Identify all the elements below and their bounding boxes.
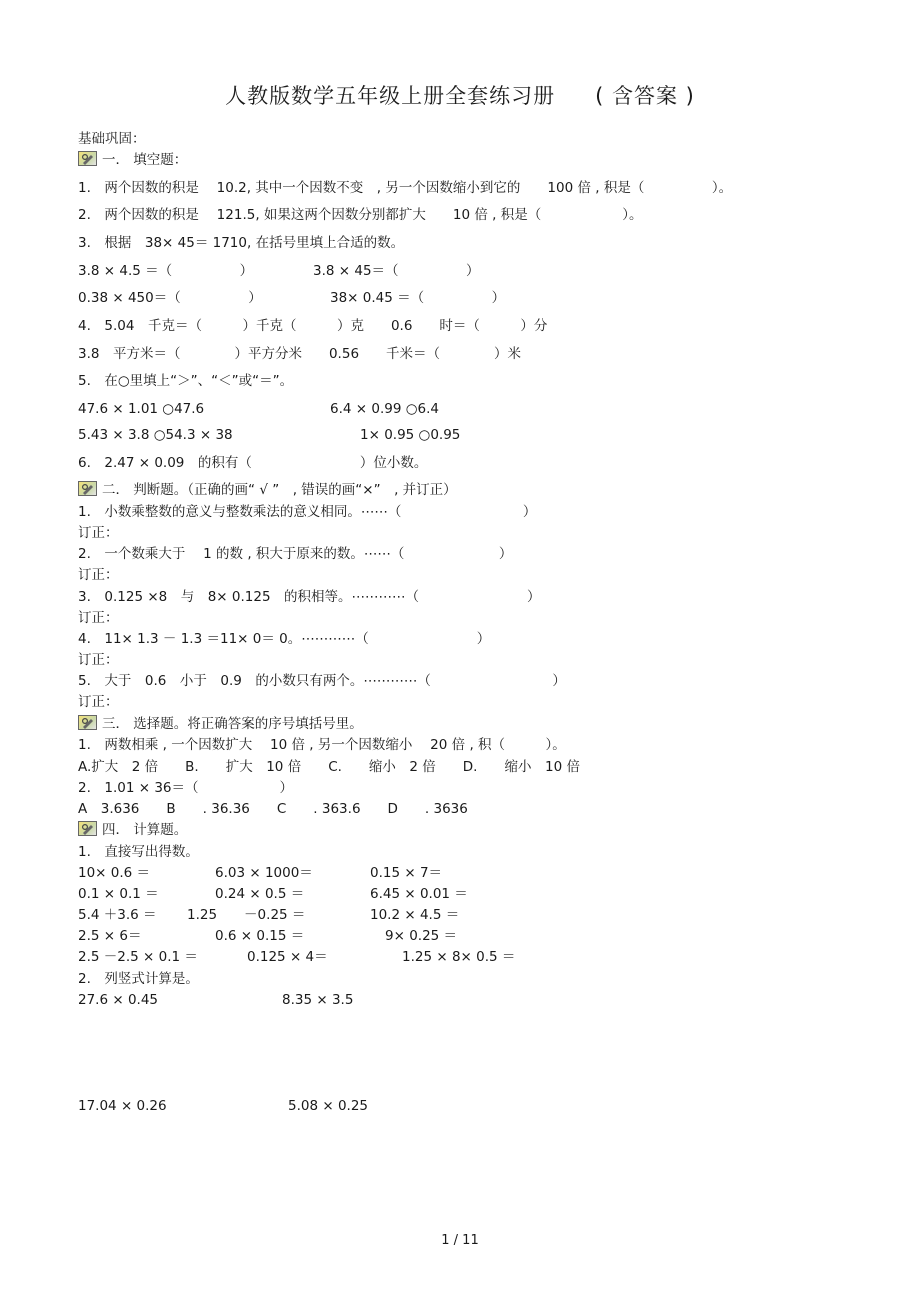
q3-1: 1. 两数相乘 , 一个因数扩大 10 倍 , 另一个因数缩小 20 倍 , 积（ ）。	[78, 737, 566, 753]
pencil-icon	[78, 715, 97, 730]
q2-3-fix: 订正：	[78, 610, 119, 626]
q1-3c: 0.38 × 450＝（ ）	[78, 290, 262, 306]
v1: 27.6 × 0.45	[78, 992, 159, 1008]
v3: 17.04 × 0.26	[78, 1098, 167, 1114]
q2-3: 3. 0.125 ×8 与 8× 0.125 的积相等。⋯⋯⋯⋯（ ）	[78, 589, 541, 605]
q1-3: 3. 根据 38× 45＝ 1710, 在括号里填上合适的数。	[78, 235, 405, 251]
c12: 9× 0.25 ＝	[385, 928, 458, 944]
q1-5d: 1× 0.95 ○0.95	[360, 427, 461, 443]
c4: 0.1 × 0.1 ＝	[78, 886, 159, 902]
c14: 0.125 × 4＝	[247, 949, 328, 965]
q2-5: 5. 大于 0.6 小于 0.9 的小数只有两个。⋯⋯⋯⋯（ ）	[78, 673, 566, 689]
q4-1: 1. 直接写出得数。	[78, 844, 199, 860]
q1-5b: 6.4 × 0.99 ○6.4	[330, 401, 439, 417]
q4-2: 2. 列竖式计算是。	[78, 971, 199, 987]
pencil-icon	[78, 821, 97, 836]
part1-heading: 一． 填空题：	[102, 152, 188, 168]
q2-1-fix: 订正：	[78, 525, 119, 541]
title-sub: ( 含答案 )	[595, 84, 695, 108]
c13: 2.5 －2.5 × 0.1 ＝	[78, 949, 198, 965]
q1-3b: 3.8 × 45＝（ ）	[313, 263, 480, 279]
q1-5c: 5.43 × 3.8 ○54.3 × 38	[78, 427, 233, 443]
v2: 8.35 × 3.5	[282, 992, 354, 1008]
q1-2: 2. 两个因数的积是 121.5, 如果这两个因数分别都扩大 10 倍 , 积是（ ）。	[78, 207, 643, 223]
q1-5: 5. 在○里填上“＞”、“＜”或“＝”。	[78, 373, 294, 389]
section-label: 基础巩固：	[78, 131, 146, 147]
q2-4-fix: 订正：	[78, 652, 119, 668]
q1-6: 6. 2.47 × 0.09 的积有（ ）位小数。	[78, 455, 428, 471]
c10: 2.5 × 6＝	[78, 928, 142, 944]
q1-3d: 38× 0.45 ＝（ ）	[330, 290, 506, 306]
q3-2-opts: A 3.636 B . 36.36 C . 363.6 D . 3636	[78, 801, 468, 817]
c2: 6.03 × 1000＝	[215, 865, 313, 881]
q1-4b: 3.8 平方米＝（ ）平方分米 0.56 千米＝（ ）米	[78, 346, 522, 362]
part2-heading: 二． 判断题。（正确的画“ √ ” , 错误的画“×” , 并订正）	[102, 482, 457, 498]
pencil-icon	[78, 151, 97, 166]
title-main: 人教版数学五年级上册全套练习册	[225, 84, 556, 108]
c8: 1.25 －0.25 ＝	[187, 907, 306, 923]
c9: 10.2 × 4.5 ＝	[370, 907, 460, 923]
part3-heading: 三． 选择题。将正确答案的序号填括号里。	[102, 716, 363, 732]
q1-4a: 4. 5.04 千克＝（ ）千克（ ）克 0.6 时＝（ ）分	[78, 318, 548, 334]
pencil-icon	[78, 481, 97, 496]
c3: 0.15 × 7＝	[370, 865, 443, 881]
q1-3a: 3.8 × 4.5 ＝（ ）	[78, 263, 254, 279]
q2-5-fix: 订正：	[78, 694, 119, 710]
q1-5a: 47.6 × 1.01 ○47.6	[78, 401, 205, 417]
q2-4: 4. 11× 1.3 － 1.3 ＝11× 0＝ 0。⋯⋯⋯⋯（ ）	[78, 631, 491, 647]
q2-2: 2. 一个数乘大于 1 的数 , 积大于原来的数。⋯⋯（ ）	[78, 546, 513, 562]
q3-2: 2. 1.01 × 36＝（ ）	[78, 780, 294, 796]
page-number: 1 / 11	[441, 1233, 479, 1248]
c15: 1.25 × 8× 0.5 ＝	[402, 949, 516, 965]
v4: 5.08 × 0.25	[288, 1098, 369, 1114]
c1: 10× 0.6 ＝	[78, 865, 151, 881]
q1-1: 1. 两个因数的积是 10.2, 其中一个因数不变 , 另一个因数缩小到它的 100 倍 , 积是（ ）。	[78, 180, 733, 196]
q2-1: 1. 小数乘整数的意义与整数乘法的意义相同。⋯⋯（ ）	[78, 504, 537, 520]
part4-heading: 四． 计算题。	[102, 822, 188, 838]
c6: 6.45 × 0.01 ＝	[370, 886, 468, 902]
q3-1-opts: A.扩大 2 倍 B. 扩大 10 倍 C. 缩小 2 倍 D. 缩小 10 倍	[78, 759, 580, 775]
c7: 5.4 ＋3.6 ＝	[78, 907, 157, 923]
q2-2-fix: 订正：	[78, 567, 119, 583]
c11: 0.6 × 0.15 ＝	[215, 928, 305, 944]
c5: 0.24 × 0.5 ＝	[215, 886, 305, 902]
page-title	[0, 80, 920, 110]
